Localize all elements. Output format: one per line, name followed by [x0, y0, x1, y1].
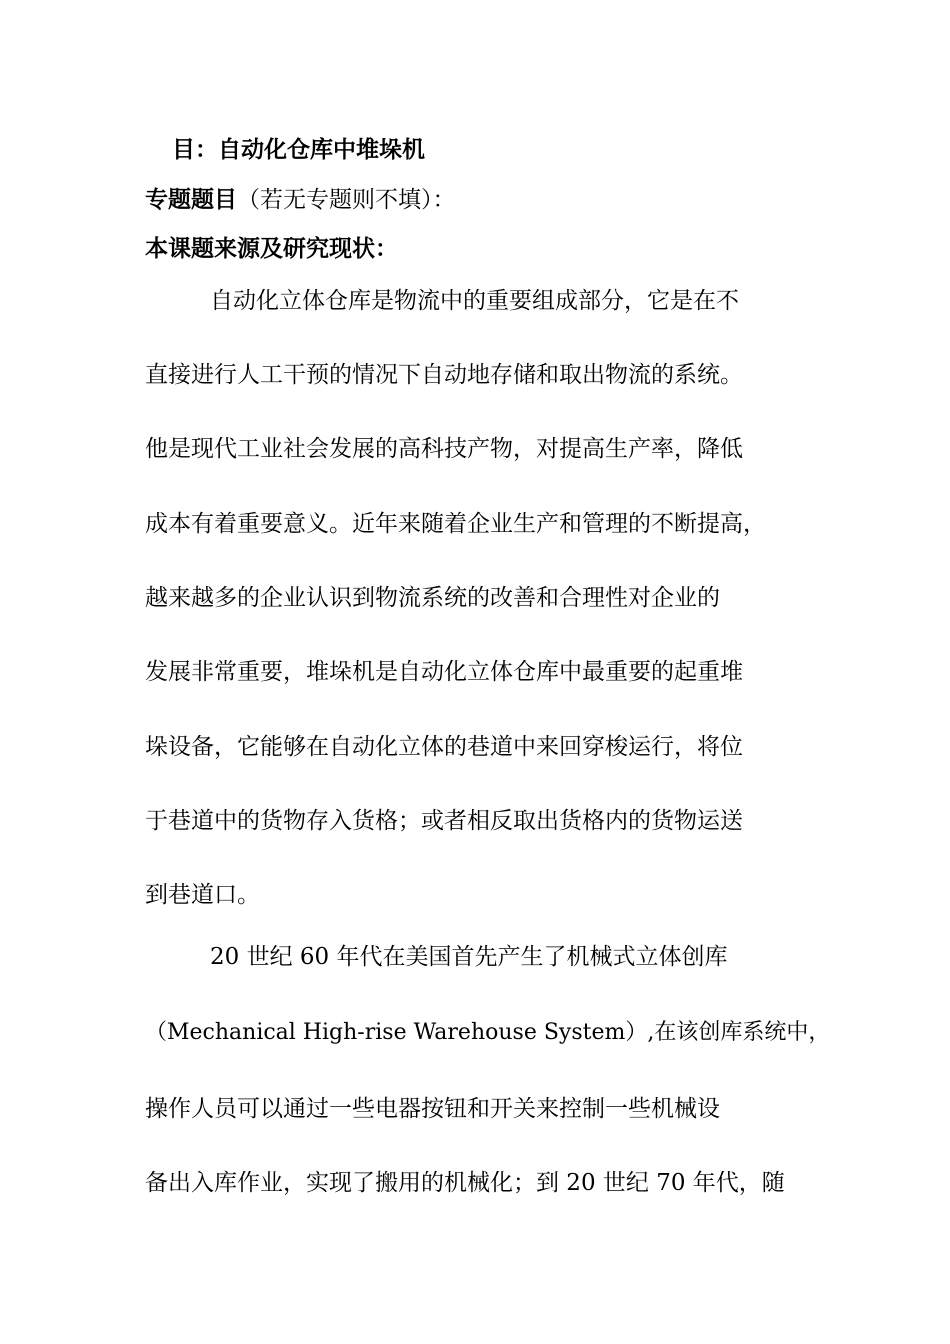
- title-line: 目：自动化仓库中堆垛机: [172, 137, 425, 163]
- paragraph2-line: 20 世纪 60 年代在美国首先产生了机械式立体创库: [210, 944, 728, 970]
- paragraph1-line: 直接进行人工干预的情况下自动地存储和取出物流的系统。: [145, 362, 743, 388]
- topic-label: 专题题目: [145, 187, 237, 213]
- paragraph1-line: 发展非常重要，堆垛机是自动化立体仓库中最重要的起重堆: [145, 659, 743, 685]
- paragraph1-line: 到巷道口。: [145, 882, 260, 908]
- paragraph2-line: 备出入库作业，实现了搬用的机械化；到 20 世纪 70 年代，随: [145, 1170, 785, 1196]
- paragraph1-line: 垛设备，它能够在自动化立体的巷道中来回穿梭运行，将位: [145, 734, 743, 760]
- paragraph2-line: 操作人员可以通过一些电器按钮和开关来控制一些机械设: [145, 1096, 720, 1122]
- topic-note: （若无专题则不填）：: [237, 187, 456, 213]
- topic-line: [145, 184, 825, 216]
- paragraph2-line: （Mechanical High-rise Warehouse System）,在该创库系统中，: [145, 1020, 831, 1045]
- paragraph1-line: 越来越多的企业认识到物流系统的改善和合理性对企业的: [145, 585, 720, 611]
- paragraph1-line: 于巷道中的货物存入货格；或者相反取出货格内的货物运送: [145, 808, 743, 834]
- paragraph1-line: 自动化立体仓库是物流中的重要组成部分，它是在不: [210, 288, 739, 314]
- source-heading: 本课题来源及研究现状：: [145, 236, 398, 262]
- paragraph1-line: 他是现代工业社会发展的高科技产物，对提高生产率，降低: [145, 436, 743, 462]
- paragraph1-line: 成本有着重要意义。近年来随着企业生产和管理的不断提高，: [145, 511, 766, 537]
